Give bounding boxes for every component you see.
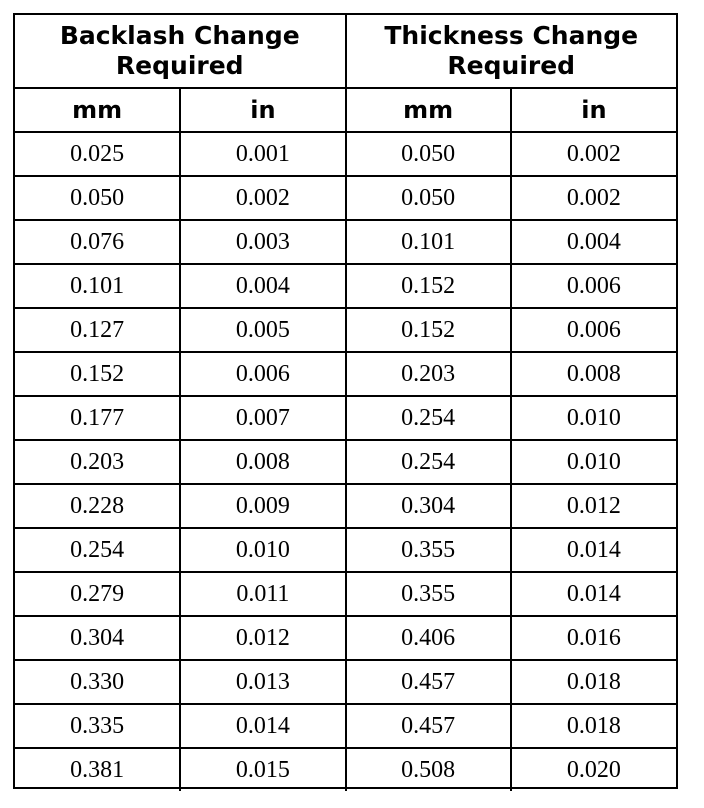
thickness-change-header	[346, 15, 677, 88]
thickness-in-cell: 0.004	[511, 220, 676, 264]
table-row	[15, 440, 676, 484]
thickness-mm-cell: 0.457	[346, 660, 511, 704]
table-row	[15, 176, 676, 220]
thickness-mm-cell: 0.406	[346, 616, 511, 660]
backlash-header-line2: Required	[115, 51, 244, 80]
thickness-mm-cell: 0.101	[346, 220, 511, 264]
backlash-mm-cell: 0.177	[15, 396, 180, 440]
thickness-mm-cell: 0.355	[346, 528, 511, 572]
thickness-mm-cell: 0.254	[346, 440, 511, 484]
backlash-mm-cell: 0.025	[15, 132, 180, 176]
table-row	[15, 572, 676, 616]
backlash-header-line1: Backlash Change	[59, 21, 300, 50]
thickness-in-header: in	[511, 88, 676, 132]
backlash-in-cell: 0.003	[180, 220, 345, 264]
thickness-in-cell: 0.010	[511, 396, 676, 440]
backlash-thickness-table	[15, 15, 676, 791]
thickness-mm-cell: 0.457	[346, 704, 511, 748]
backlash-mm-cell: 0.330	[15, 660, 180, 704]
thickness-in-cell: 0.010	[511, 440, 676, 484]
table-row	[15, 704, 676, 748]
backlash-in-cell: 0.006	[180, 352, 345, 396]
backlash-mm-cell: 0.304	[15, 616, 180, 660]
backlash-change-header	[15, 15, 346, 88]
backlash-in-cell: 0.008	[180, 440, 345, 484]
table-row	[15, 528, 676, 572]
thickness-mm-cell: 0.050	[346, 176, 511, 220]
thickness-in-cell: 0.008	[511, 352, 676, 396]
thickness-mm-cell: 0.304	[346, 484, 511, 528]
table-row	[15, 352, 676, 396]
backlash-mm-cell: 0.050	[15, 176, 180, 220]
backlash-in-header: in	[180, 88, 345, 132]
thickness-in-cell: 0.006	[511, 308, 676, 352]
backlash-in-cell: 0.011	[180, 572, 345, 616]
table-row	[15, 660, 676, 704]
thickness-in-cell: 0.018	[511, 660, 676, 704]
backlash-in-cell: 0.007	[180, 396, 345, 440]
table-row	[15, 220, 676, 264]
backlash-in-cell: 0.010	[180, 528, 345, 572]
thickness-mm-cell: 0.203	[346, 352, 511, 396]
backlash-mm-cell: 0.076	[15, 220, 180, 264]
group-header-row	[15, 15, 676, 88]
backlash-mm-header: mm	[15, 88, 180, 132]
backlash-in-cell: 0.014	[180, 704, 345, 748]
backlash-in-cell: 0.012	[180, 616, 345, 660]
thickness-header-line1: Thickness Change	[384, 21, 639, 50]
table-row	[15, 484, 676, 528]
backlash-in-cell: 0.009	[180, 484, 345, 528]
thickness-in-cell: 0.014	[511, 528, 676, 572]
backlash-in-cell: 0.002	[180, 176, 345, 220]
thickness-in-cell: 0.002	[511, 176, 676, 220]
table-row	[15, 132, 676, 176]
backlash-mm-cell: 0.381	[15, 748, 180, 791]
table-body	[15, 132, 676, 791]
thickness-header-line2: Required	[447, 51, 576, 80]
thickness-mm-cell: 0.355	[346, 572, 511, 616]
backlash-mm-cell: 0.228	[15, 484, 180, 528]
table-row	[15, 616, 676, 660]
backlash-mm-cell: 0.254	[15, 528, 180, 572]
thickness-in-cell: 0.012	[511, 484, 676, 528]
backlash-mm-cell: 0.101	[15, 264, 180, 308]
table-row	[15, 264, 676, 308]
table-row	[15, 308, 676, 352]
thickness-mm-cell: 0.254	[346, 396, 511, 440]
backlash-in-cell: 0.001	[180, 132, 345, 176]
backlash-in-cell: 0.004	[180, 264, 345, 308]
table-row	[15, 396, 676, 440]
backlash-mm-cell: 0.127	[15, 308, 180, 352]
backlash-mm-cell: 0.335	[15, 704, 180, 748]
thickness-in-cell: 0.018	[511, 704, 676, 748]
thickness-in-cell: 0.020	[511, 748, 676, 791]
backlash-mm-cell: 0.152	[15, 352, 180, 396]
thickness-in-cell: 0.016	[511, 616, 676, 660]
thickness-in-cell: 0.006	[511, 264, 676, 308]
thickness-in-cell: 0.002	[511, 132, 676, 176]
backlash-in-cell: 0.015	[180, 748, 345, 791]
table-row	[15, 748, 676, 791]
thickness-mm-cell: 0.152	[346, 264, 511, 308]
backlash-mm-cell: 0.279	[15, 572, 180, 616]
thickness-mm-header: mm	[346, 88, 511, 132]
backlash-mm-cell: 0.203	[15, 440, 180, 484]
thickness-mm-cell: 0.050	[346, 132, 511, 176]
thickness-in-cell: 0.014	[511, 572, 676, 616]
conversion-table-container	[13, 13, 678, 789]
backlash-in-cell: 0.005	[180, 308, 345, 352]
thickness-mm-cell: 0.508	[346, 748, 511, 791]
unit-header-row	[15, 88, 676, 132]
backlash-in-cell: 0.013	[180, 660, 345, 704]
thickness-mm-cell: 0.152	[346, 308, 511, 352]
